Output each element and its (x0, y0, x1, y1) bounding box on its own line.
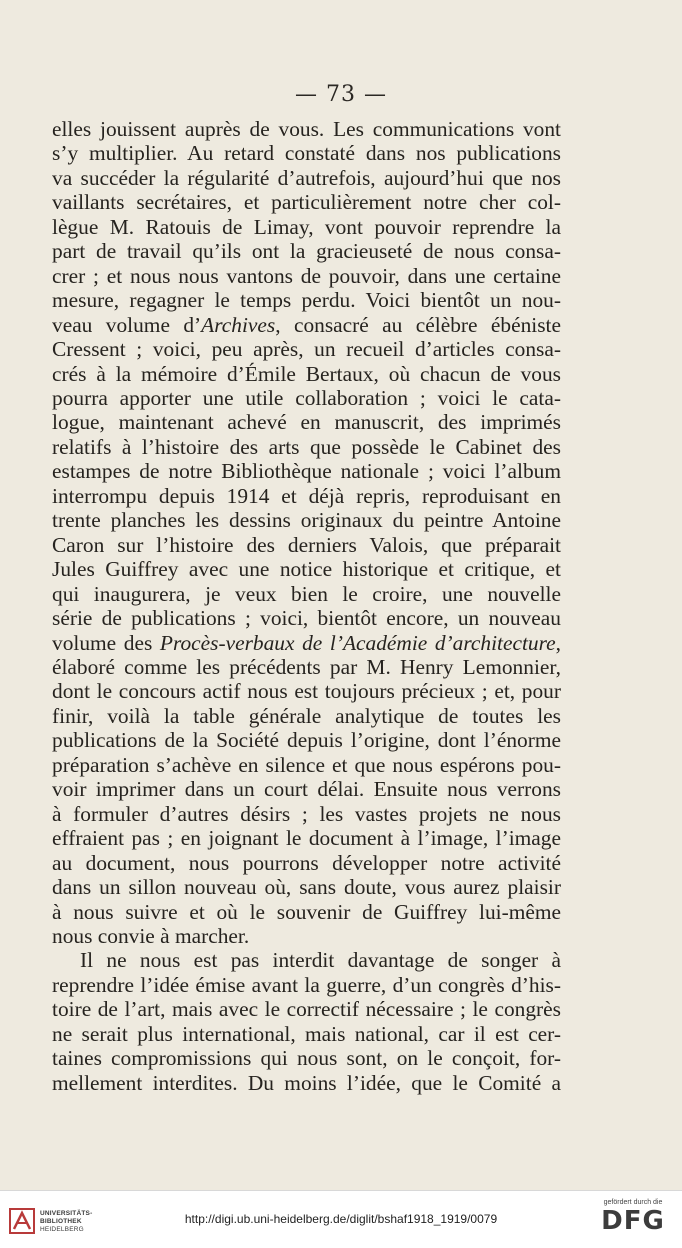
text-line: mellement interdites. Du moins l’idée, que le Comité a (52, 1070, 561, 1095)
text-line: s’y multiplier. Au retard constaté dans nos publications (52, 141, 561, 166)
text-line: à nous suivre et où le souvenir de Guiffrey lui-même (52, 899, 561, 924)
text-line: voir imprimer dans un court délai. Ensuite nous verrons (52, 777, 561, 802)
body-text (52, 117, 561, 1095)
paragraph-end-line: nous convie à marcher. (52, 923, 250, 948)
page-number: — 73 — (295, 82, 387, 107)
text-line: taines compromissions qui nous sont, on le conçoit, for- (52, 1046, 561, 1071)
text-line: elles jouissent auprès de vous. Les communications vont (52, 117, 561, 141)
text-line: dans un sillon nouveau où, sans doute, vous aurez plaisir (52, 875, 561, 900)
dfg-logo-icon: DFG (601, 1206, 665, 1236)
text-line: série de publications ; voici, bientôt encore, un nouveau (52, 606, 561, 631)
text-line: logue, maintenant achevé en manuscrit, des imprimés (52, 410, 561, 435)
text-line: interrompu depuis 1914 et déjà repris, reproduisant en (52, 483, 561, 508)
text-line: Caron sur l’histoire des derniers Valois, que préparait (52, 532, 561, 557)
text-line: crés à la mémoire d’Émile Bertaux, où chacun de vous (52, 361, 561, 386)
text-line: estampes de notre Bibliothèque nationale ; voici l’album (52, 459, 561, 484)
text-line: Jules Guiffrey avec une notice historique et critique, et (52, 557, 561, 582)
text-fragment: volume des (52, 630, 160, 655)
library-name-line: HEIDELBERG (40, 1226, 84, 1233)
library-name-line: BIBLIOTHEK (40, 1218, 82, 1225)
text-line: à formuler d’autres désirs ; les vastes projets ne nous (52, 801, 561, 826)
digital-object-url[interactable]: http://digi.ub.uni-heidelberg.de/diglit/bshaf1918_1919/0079 (184, 1212, 498, 1226)
text-fragment: veau volume d’ (52, 312, 202, 337)
text-line: mesure, regagner le temps perdu. Voici bientôt un nou- (52, 288, 561, 313)
dfg-caption: gefördert durch die (603, 1199, 663, 1206)
text-line: qui inaugurera, je veux bien le croire, une nouvelle (52, 581, 561, 606)
library-name-line: UNIVERSITÄTS- (40, 1210, 93, 1217)
text-fragment: , consacré au célèbre ébéniste (275, 312, 561, 337)
text-line: Il ne nous est pas interdit davantage de songer à (80, 948, 561, 973)
text-line: part de travail qu’ils ont la gracieuseté de nous consa- (52, 239, 561, 264)
text-line: lègue M. Ratouis de Limay, vont pouvoir reprendre la (52, 214, 561, 239)
text-line: va succéder la régularité d’autrefois, aujourd’hui que nos (52, 165, 561, 190)
text-line: finir, voilà la table générale analytique de toutes les (52, 703, 561, 728)
italic-title: Procès-verbaux de l’Académie d’architecture (159, 630, 556, 655)
text-line: Cressent ; voici, peu après, un recueil d’articles consa- (52, 337, 561, 362)
text-line: crer ; et nous nous vantons de pouvoir, dans une certaine (52, 263, 561, 288)
dfg-logo (594, 1199, 672, 1234)
text-line (52, 631, 561, 655)
text-line: trente planches les dessins originaux du peintre Antoine (52, 508, 561, 533)
viewer-footer (0, 1190, 682, 1248)
italic-title: Archives (201, 312, 276, 337)
text-fragment: , (555, 630, 561, 655)
text-line: pourra apporter une utile collaboration ; voici le cata- (52, 385, 561, 410)
text-line: au document, nous pourrons développer notre activité (52, 850, 561, 875)
text-line: élaboré comme les précédents par M. Henry Lemonnier, (52, 654, 561, 679)
text-line: vaillants secrétaires, et particulièrement notre cher col- (52, 190, 561, 215)
text-line: effraient pas ; en joignant le document à l’image, l’image (52, 826, 561, 851)
text-line: préparation s’achève en silence et que nous espérons pou- (52, 752, 561, 777)
text-line: relatifs à l’histoire des arts que possède le Cabinet des (52, 434, 561, 459)
text-line: dont le concours actif nous est toujours précieux ; et, pour (52, 679, 561, 704)
text-line: publications de la Société depuis l’origine, dont l’énorme (52, 728, 561, 753)
text-line: reprendre l’idée émise avant la guerre, d’un congrès d’his- (52, 972, 561, 997)
text-line: ne serait plus international, mais national, car il est cer- (52, 1021, 561, 1046)
text-line (52, 313, 561, 337)
text-line: toire de l’art, mais avec le correctif nécessaire ; le congrès (52, 997, 561, 1022)
